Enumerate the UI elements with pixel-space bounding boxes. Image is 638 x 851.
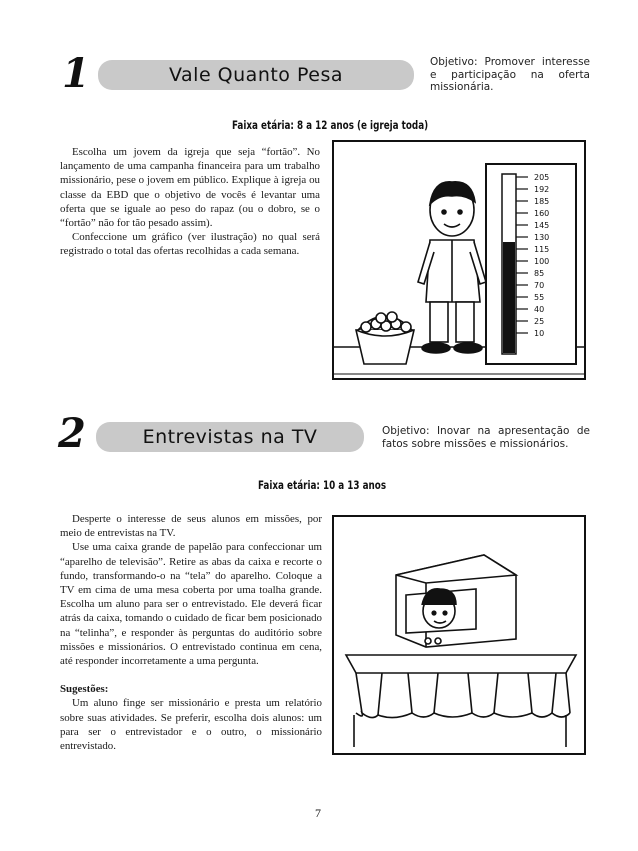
suggestions-label: Sugestões: xyxy=(60,683,109,696)
scale-label: 40 xyxy=(534,305,545,314)
suggestions-text: Um aluno finge ser missionário e presta um relatório sobre suas atividades. Se preferir, escolha dois alunos: um para ser o entrevistador e o outro, o missionário entrevistado. xyxy=(60,697,322,753)
scale-label: 130 xyxy=(534,233,550,242)
tv-illustration xyxy=(332,515,586,755)
section-1-paragraph: Escolha um jovem da igreja que seja “fortão”. No lançamento de uma campanha financeira para um trabalho missionário, pese o jovem em público. Explique à igreja ou classe da EBD que o objetivo de vocês é levantar uma oferta que se iguale ao peso do rapaz (ou o dobro, se o “fortão” não for tão pesado assim). xyxy=(60,146,320,230)
page-number: 7 xyxy=(315,806,321,820)
section-1-objective: Objetivo: Promover interesse e participação na oferta missionária. xyxy=(430,56,590,93)
scale-label: 160 xyxy=(534,209,550,218)
scale-label: 25 xyxy=(534,317,545,326)
scale-label: 205 xyxy=(534,173,550,182)
section-2-paragraph: Use uma caixa grande de papelão para confeccionar um “aparelho de televisão”. Retire as abas da caixa e recorte o fundo, transformando-o na “tela” do aparelho. Coloque a TV em cima de uma mesa coberta por uma toalha grande. Escolha um aluno para ser o entrevistado. Ele deverá ficar atrás da caixa, tomando o cuidado de ficar bem posicionado na “telinha”, e responder às perguntas do auditório sobre missões e missionários. O entrevistado continua em cena, até responder incorretamente a uma pergunta. xyxy=(60,541,322,668)
bucket-figure xyxy=(356,312,414,364)
section-2-objective: Objetivo: Inovar na apresentação de fatos sobre missões e missionários. xyxy=(382,425,590,450)
section-1-number: 1 xyxy=(62,50,90,97)
weighing-illustration xyxy=(332,140,586,380)
scale-label: 115 xyxy=(534,245,550,254)
section-2-paragraph: Desperte o interesse de seus alunos em missões, por meio de entrevistas na TV. xyxy=(60,513,322,540)
scale-label: 100 xyxy=(534,257,550,266)
scale-label: 185 xyxy=(534,197,550,206)
boy-scale-drawing xyxy=(334,142,584,378)
scale-label: 70 xyxy=(534,281,545,290)
section-2-age-range: Faixa etária: 10 a 13 anos xyxy=(258,478,387,492)
section-2-body xyxy=(60,512,322,753)
section-1-title: Vale Quanto Pesa xyxy=(98,60,414,90)
section-1-body xyxy=(60,145,320,259)
tv-table-drawing xyxy=(334,517,584,753)
scale-label: 192 xyxy=(534,185,550,194)
section-2-number: 2 xyxy=(58,410,86,457)
boy-figure xyxy=(418,182,486,353)
scale-label: 145 xyxy=(534,221,550,230)
section-1-age-range: Faixa etária: 8 a 12 anos (e igreja toda) xyxy=(232,118,429,132)
scale-label: 85 xyxy=(534,269,545,278)
section-2-title: Entrevistas na TV xyxy=(96,422,364,452)
scale-label: 10 xyxy=(534,329,545,338)
scale-label: 55 xyxy=(534,293,545,302)
section-1-paragraph: Confeccione um gráfico (ver ilustração) no qual será registrado o total das ofertas recolhidas a cada semana. xyxy=(60,231,320,258)
